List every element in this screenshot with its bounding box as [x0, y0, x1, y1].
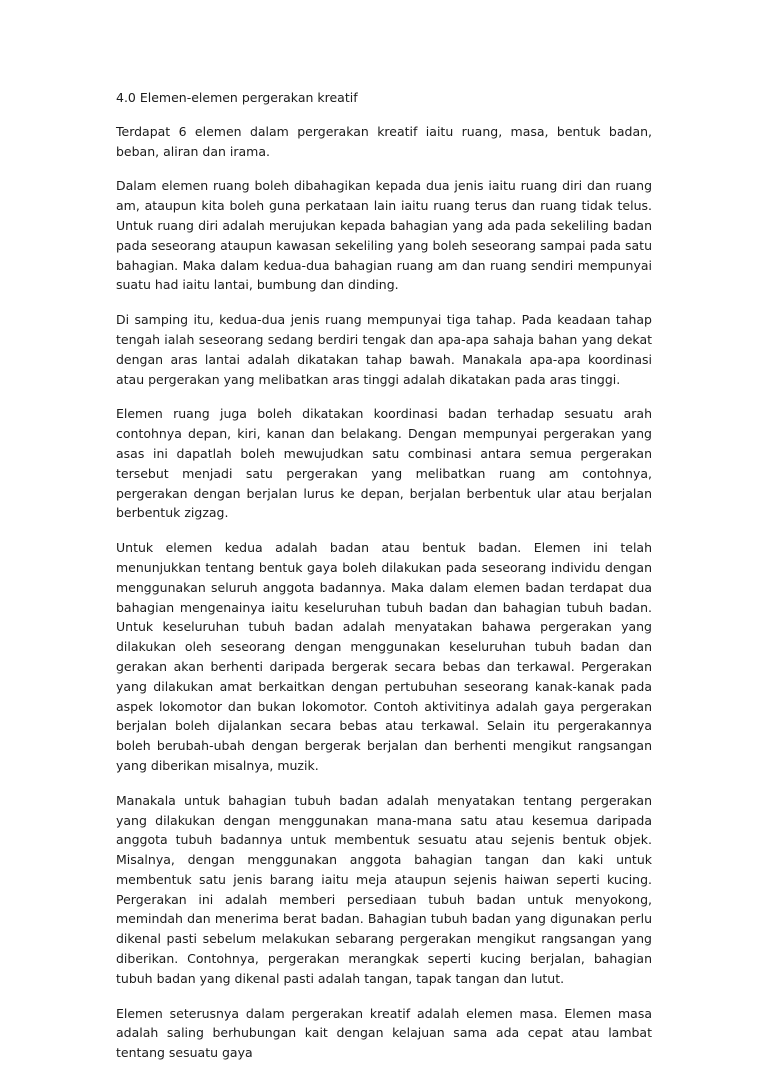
section-heading: 4.0 Elemen-elemen pergerakan kreatif	[116, 90, 358, 105]
paragraph-5: Untuk elemen kedua adalah badan atau bentuk badan. Elemen ini telah menunjukkan tentang bentuk gaya boleh dilakukan pada seseorang individu dengan menggunakan seluruh anggota badannya. Maka dalam elemen badan terdapat dua bahagian mengenainya iaitu keseluruhan tubuh badan dan bahagian tubuh badan. Untuk keseluruhan tubuh badan adalah menyatakan bahawa pergerakan yang dilakukan oleh seseorang dengan menggunakan keseluruhan tubuh badan dan gerakan akan berhenti daripada bergerak secara bebas dan terkawal. Pergerakan yang dilakukan amat berkaitkan dengan pertubuhan seseorang kanak-kanak pada aspek lokomotor dan bukan lokomotor. Contoh aktivitinya adalah gaya pergerakan berjalan boleh dijalankan secara bebas atau terkawal. Selain itu pergerakannya boleh berubah-ubah dengan bergerak berjalan dan berhenti mengikut rangsangan yang diberikan misalnya, muzik.	[116, 540, 652, 773]
paragraph-4: Elemen ruang juga boleh dikatakan koordinasi badan terhadap sesuatu arah contohnya depan, kiri, kanan dan belakang. Dengan mempunyai pergerakan yang asas ini dapatlah boleh mewujudkan satu combinasi antara semua pergerakan tersebut menjadi satu pergerakan yang melibatkan ruang am contohnya, pergerakan dengan berjalan lurus ke depan, berjalan berbentuk ular atau berjalan berbentuk zigzag.	[116, 406, 652, 521]
document-body	[116, 88, 652, 1078]
paragraph-3: Di samping itu, kedua-dua jenis ruang mempunyai tiga tahap. Pada keadaan tahap tengah ialah seseorang sedang berdiri tengak dan apa-apa sahaja bahan yang dekat dengan aras lantai adalah dikatakan tahap bawah. Manakala apa-apa koordinasi atau pergerakan yang melibatkan aras tinggi adalah dikatakan pada aras tinggi.	[116, 312, 652, 387]
paragraph-6: Manakala untuk bahagian tubuh badan adalah menyatakan tentang pergerakan yang dilakukan dengan menggunakan mana-mana satu atau kesemua daripada anggota tubuh badannya untuk membentuk sesuatu atau sejenis bentuk objek. Misalnya, dengan menggunakan anggota bahagian tangan dan kaki untuk membentuk satu jenis barang iaitu meja ataupun sejenis haiwan seperti kucing. Pergerakan ini adalah memberi persediaan tubuh badan untuk menyokong, memindah dan menerima berat badan. Bahagian tubuh badan yang digunakan perlu dikenal pasti sebelum melakukan sebarang pergerakan mengikut rangsangan yang diberikan. Contohnya, pergerakan merangkak seperti kucing berjalan, bahagian tubuh badan yang dikenal pasti adalah tangan, tapak tangan dan lutut.	[116, 792, 652, 986]
paragraph-1: Terdapat 6 elemen dalam pergerakan kreatif iaitu ruang, masa, bentuk badan, beban, aliran dan irama.	[116, 123, 652, 159]
paragraph-7: Elemen seterusnya dalam pergerakan kreatif adalah elemen masa. Elemen masa adalah saling berhubungan kait dengan kelajuan sama ada cepat atau lambat tentang sesuatu gaya	[116, 1005, 652, 1061]
paragraph-2: Dalam elemen ruang boleh dibahagikan kepada dua jenis iaitu ruang diri dan ruang am, ataupun kita boleh guna perkataan lain iaitu ruang terus dan ruang tidak telus. Untuk ruang diri adalah merujukan kepada bahagian yang ada pada sekeliling badan pada seseorang ataupun kawasan sekeliling yang boleh seseorang sampai pada satu bahagian. Maka dalam kedua-dua bahagian ruang am dan ruang sendiri mempunyai suatu had iaitu lantai, bumbung dan dinding.	[116, 178, 652, 293]
